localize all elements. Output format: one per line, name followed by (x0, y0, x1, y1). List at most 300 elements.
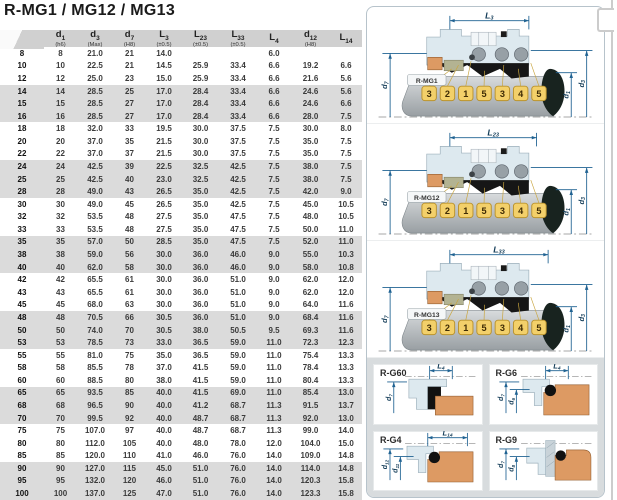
table-cell: 25 (56, 174, 65, 184)
table-cell: 65 (56, 388, 65, 398)
spring-window (471, 32, 496, 45)
table-cell: 30.0 (156, 250, 172, 260)
table-cell: 17.0 (156, 99, 172, 109)
table-cell: 10.5 (338, 212, 354, 222)
table-row (0, 286, 362, 299)
table-cell: 10.3 (338, 250, 354, 260)
svg-text:d7: d7 (380, 198, 391, 206)
table-cell: 13.3 (338, 350, 354, 360)
row-size: 100 (15, 489, 29, 499)
table-cell: 51.0 (192, 463, 209, 473)
table-cell: 85 (56, 451, 65, 461)
row-size: 55 (17, 350, 27, 360)
row-size: 43 (17, 287, 27, 297)
table-cell: 37 (125, 149, 134, 159)
table-cell: 76.0 (230, 463, 246, 473)
column-header-d3: $d_3$ (Max) (87, 29, 103, 49)
table-cell: 37.0 (87, 136, 103, 146)
part-number-tag (532, 86, 546, 100)
spring-window (471, 149, 496, 162)
table-cell: 17.0 (156, 111, 172, 121)
table-cell: 45 (56, 300, 65, 310)
table-cell: 85.5 (87, 363, 103, 373)
svg-text:L4: L4 (552, 364, 561, 372)
table-cell: 8 (58, 48, 63, 58)
table-cell: 13.7 (338, 400, 354, 410)
table-cell: 11.6 (338, 312, 354, 322)
table-cell: 21 (125, 48, 134, 58)
table-cell: 78.5 (87, 338, 103, 348)
table-cell: 36.0 (192, 262, 209, 272)
table-cell: 5.6 (340, 73, 352, 83)
table-cell: 90 (125, 400, 134, 410)
table-cell: 137.0 (84, 489, 106, 499)
table-cell: 13.3 (338, 375, 354, 385)
row-size: 90 (17, 463, 27, 473)
table-row (0, 424, 362, 437)
table-cell: 28.4 (192, 111, 209, 121)
row-size: 33 (17, 224, 27, 234)
part-number-tag (513, 320, 527, 334)
table-cell: 52.0 (302, 237, 319, 247)
table-cell: 80 (56, 438, 65, 448)
svg-text:d1: d1 (561, 325, 572, 333)
table-cell: 45 (125, 199, 134, 209)
table-cell: 45.0 (156, 463, 172, 473)
table-cell: 20 (56, 136, 65, 146)
table-cell: 21.5 (156, 136, 172, 146)
table-cell: 99.5 (87, 413, 103, 423)
table-cell: 42.5 (87, 161, 103, 171)
row-size: 8 (19, 48, 25, 58)
table-cell: 33.4 (230, 73, 246, 83)
table-row (0, 47, 362, 60)
table-cell: 13.0 (338, 413, 354, 423)
table-cell: 14.5 (156, 61, 172, 71)
row-size: 35 (17, 237, 27, 247)
seat-card-R-G60 (373, 364, 483, 425)
table-cell: 22 (56, 149, 65, 159)
o-ring (555, 450, 565, 460)
diagram-label (407, 309, 446, 320)
seat-ring (428, 291, 442, 304)
table-cell: 12.3 (338, 338, 354, 348)
table-row (0, 97, 362, 110)
table-header (0, 30, 362, 47)
row-size: 68 (17, 400, 27, 410)
table-cell: 11.6 (338, 325, 354, 335)
table-row (0, 248, 362, 261)
part-number-tag (422, 203, 436, 217)
table-row (0, 324, 362, 337)
part-number-tag (440, 320, 454, 334)
table-cell: 6.6 (268, 61, 280, 71)
row-size: 85 (17, 451, 27, 461)
table-cell: 40.0 (156, 426, 172, 436)
table-cell: 41.5 (192, 388, 209, 398)
table-row (0, 185, 362, 198)
gland (526, 448, 545, 474)
table-row (0, 60, 362, 73)
table-cell: 14.0 (266, 489, 282, 499)
table-cell: 14.0 (266, 476, 282, 486)
table-cell: 59.0 (230, 338, 246, 348)
table-cell: 16 (56, 111, 65, 121)
table-row (0, 311, 362, 324)
table-cell: 9.0 (268, 275, 280, 285)
table-row (0, 261, 362, 274)
table-row (0, 122, 362, 135)
seat-name: R-G6 (495, 368, 518, 378)
table-cell: 11.0 (266, 338, 282, 348)
table-cell: 50.5 (230, 325, 246, 335)
svg-text:d7: d7 (380, 315, 391, 323)
part-number-tag (459, 203, 473, 217)
table-cell: 19.2 (302, 61, 319, 71)
table-cell: 68.7 (230, 426, 246, 436)
row-size: 70 (17, 413, 27, 423)
table-cell: 114.0 (300, 463, 321, 473)
table-cell: 12.0 (338, 287, 354, 297)
part-number-tag (440, 86, 454, 100)
table-cell: 115 (123, 463, 136, 473)
table-cell: 104.0 (300, 438, 321, 448)
table-cell: 18 (56, 124, 65, 134)
row-size: 80 (17, 438, 27, 448)
table-cell: 14.0 (156, 48, 172, 58)
seat-grid (367, 358, 604, 497)
table-cell: 35.0 (302, 136, 319, 146)
table-cell: 40 (56, 262, 65, 272)
diagram-label (407, 75, 446, 86)
table-cell: 50 (56, 325, 65, 335)
row-size: 10 (17, 61, 27, 71)
svg-text:L3: L3 (485, 10, 494, 22)
row-size: 50 (17, 325, 27, 335)
page-title: R-MG1 / MG12 / MG13 (4, 2, 176, 19)
table-row (0, 135, 362, 148)
table-cell: 42.5 (230, 161, 246, 171)
diagram-label (407, 192, 446, 203)
table-cell: 30.0 (156, 275, 172, 285)
table-cell: 13.0 (338, 388, 354, 398)
table-cell: 33.0 (156, 338, 172, 348)
seat-card-R-G6 (489, 364, 599, 425)
sleeve-hatched (545, 440, 554, 476)
table-row (0, 374, 362, 387)
row-size: 16 (17, 111, 27, 121)
part-number-tag (532, 320, 546, 334)
table-cell: 69.3 (302, 325, 319, 335)
table-row (0, 475, 362, 488)
part-number-tag (495, 86, 509, 100)
part-number-tag (495, 320, 509, 334)
table-cell: 43 (125, 187, 134, 197)
table-cell: 93.5 (87, 388, 103, 398)
svg-text:5: 5 (536, 322, 542, 333)
table-cell: 11.0 (338, 224, 354, 234)
table-cell: 32.0 (87, 124, 103, 134)
table-cell: 11.0 (266, 350, 282, 360)
row-size: 45 (17, 300, 27, 310)
table-cell: 24.6 (302, 99, 319, 109)
table-cell: 25.9 (192, 61, 209, 71)
seat-card-R-G9 (489, 431, 599, 492)
table-cell: 35.0 (192, 224, 209, 234)
svg-text:d11: $d_{11}$ (392, 463, 400, 473)
row-size: 20 (17, 136, 27, 146)
table-cell: 21.6 (302, 73, 319, 83)
svg-text:d3: d3 (576, 314, 588, 322)
table-cell: 47.0 (156, 489, 172, 499)
table-cell: 9.5 (268, 325, 280, 335)
table-cell: 97 (125, 426, 134, 436)
table-row (0, 198, 362, 211)
table-cell: 51.0 (230, 275, 246, 285)
svg-text:d12: $d_{12}$ (382, 459, 390, 469)
table-cell: 27 (125, 111, 134, 121)
table-cell: 68.7 (230, 413, 246, 423)
table-cell: 132.0 (84, 476, 106, 486)
table-cell: 14.8 (338, 463, 354, 473)
table-cell: 50.0 (302, 224, 319, 234)
row-size: 95 (17, 476, 27, 486)
table-cell: 107.0 (84, 426, 106, 436)
table-cell: 5.6 (340, 86, 352, 96)
table-cell: 7.5 (268, 149, 280, 159)
table-cell: 7.5 (268, 224, 280, 234)
table-cell: 55 (56, 350, 65, 360)
table-cell: 58.0 (302, 262, 319, 272)
table-cell: 15.8 (338, 489, 354, 499)
diagram-panel (362, 0, 617, 500)
table-cell: 36.0 (192, 250, 209, 260)
table-cell: 30.0 (156, 262, 172, 272)
part-number-tag (440, 203, 454, 217)
table-cell: 30 (56, 199, 65, 209)
table-cell: 38.0 (192, 325, 209, 335)
table-cell: 36.0 (192, 300, 209, 310)
svg-text:4: 4 (518, 322, 524, 333)
table-cell: 76.0 (230, 451, 246, 461)
table-cell: 6.6 (268, 99, 280, 109)
table-body (0, 47, 362, 500)
table-cell: 19.5 (156, 124, 172, 134)
table-cell: 51.0 (230, 300, 246, 310)
table-cell: 112.0 (85, 438, 105, 448)
table-cell: 11.3 (266, 413, 282, 423)
table-cell: 76.0 (230, 476, 246, 486)
table-cell: 17.0 (156, 86, 172, 96)
table-row (0, 462, 362, 475)
table-cell: 91.5 (302, 400, 319, 410)
table-cell: 15.8 (338, 476, 354, 486)
table-cell: 26.5 (156, 187, 172, 197)
svg-text:L33: L33 (493, 244, 505, 256)
table-row (0, 85, 362, 98)
table-cell: 75 (56, 426, 65, 436)
table-cell: 7.5 (340, 136, 352, 146)
seat-name: R-G4 (380, 434, 402, 445)
table-cell: 36.5 (192, 338, 209, 348)
table-cell: 39 (125, 161, 134, 171)
table-cell: 33 (56, 224, 65, 234)
table-cell: 24 (56, 161, 65, 171)
table-cell: 13.3 (338, 363, 354, 373)
table-cell: 12.0 (338, 275, 354, 285)
table-cell: 7.5 (268, 237, 280, 247)
table-row (0, 349, 362, 362)
table-cell: 58 (56, 363, 65, 373)
row-size: 24 (17, 161, 27, 171)
table-row (0, 273, 362, 286)
table-cell: 38.0 (156, 375, 172, 385)
table-cell: 59.0 (230, 350, 246, 360)
table-cell: 14.8 (338, 451, 354, 461)
table-cell: 7.5 (340, 111, 352, 121)
table-cell: 68.7 (230, 400, 246, 410)
table-cell: 7.5 (268, 124, 280, 134)
table-cell: 41.5 (192, 375, 209, 385)
table-cell: 51.0 (230, 312, 246, 322)
table-cell: 11.0 (266, 375, 282, 385)
table-cell: 22.5 (87, 61, 103, 71)
seat-name: R-G9 (495, 434, 518, 445)
table-cell: 41.5 (192, 363, 209, 373)
table-cell: 37.0 (87, 149, 103, 159)
table-cell: 8.0 (340, 124, 352, 134)
table-cell: 68.0 (87, 300, 103, 310)
table-cell: 40.0 (156, 400, 172, 410)
seat-card-R-G4 (373, 431, 483, 492)
table-cell: 127.0 (84, 463, 106, 473)
table-cell: 64.0 (302, 300, 319, 310)
table-cell: 70 (125, 325, 134, 335)
table-cell: 30.0 (156, 300, 172, 310)
table-cell: 56 (125, 250, 134, 260)
diagram-frame (366, 6, 605, 498)
table-cell: 6.6 (340, 61, 352, 71)
table-cell: 45.0 (302, 199, 319, 209)
row-size: 42 (17, 275, 27, 285)
table-cell: 14.0 (266, 451, 282, 461)
table-cell: 28 (56, 187, 65, 197)
table-cell: 15.0 (338, 438, 354, 448)
table-cell: 28.0 (302, 111, 319, 121)
seal-diagram-section (367, 241, 604, 358)
part-number-tag (422, 86, 436, 100)
table-cell: 6.0 (268, 48, 280, 58)
table-cell: 21 (125, 61, 134, 71)
table-cell: 109.0 (300, 451, 321, 461)
table-cell: 36.5 (192, 350, 209, 360)
table-cell: 25 (125, 86, 134, 96)
table-cell: 21.5 (156, 149, 172, 159)
table-cell: 7.5 (268, 174, 280, 184)
table-cell: 123.3 (300, 489, 321, 499)
table-cell: 35.0 (302, 149, 319, 159)
table-cell: 48.7 (192, 413, 209, 423)
table-cell: 9.0 (268, 300, 280, 310)
table-cell: 46.0 (230, 262, 246, 272)
part-number-tag (513, 86, 527, 100)
table-cell: 120.3 (300, 476, 321, 486)
row-size: 58 (17, 363, 27, 373)
svg-text:2: 2 (444, 88, 450, 99)
table-cell: 38.0 (302, 161, 319, 171)
table-cell: 7.5 (268, 161, 280, 171)
table-cell: 62.0 (302, 275, 319, 285)
seal-diagram-R-MG1 (367, 7, 604, 123)
svg-text:5: 5 (481, 205, 487, 216)
table-cell: 90 (56, 463, 65, 473)
table-cell: 32.5 (192, 174, 209, 184)
seal-diagram-R-MG13 (367, 241, 604, 357)
seat-ring (428, 174, 442, 187)
table-cell: 7.5 (340, 149, 352, 159)
table-cell: 40.0 (156, 413, 172, 423)
table-cell: 92 (125, 413, 134, 423)
svg-text:d7: $d_7$ (497, 394, 506, 401)
table-cell: 37.5 (230, 124, 246, 134)
table-cell: 125 (122, 489, 137, 499)
spring-window (471, 266, 496, 279)
row-size: 30 (17, 199, 27, 209)
table-cell: 7.5 (340, 174, 352, 184)
table-cell: 12 (56, 73, 65, 83)
table-cell: 85 (125, 388, 134, 398)
table-cell: 7.5 (340, 161, 352, 171)
springs (469, 282, 528, 295)
table-cell: 100 (53, 489, 68, 499)
table-cell: 49.0 (87, 199, 103, 209)
svg-text:4: 4 (518, 88, 524, 99)
table-cell: 48 (56, 312, 65, 322)
part-number-tag (459, 86, 473, 100)
face-ring (444, 294, 463, 305)
table-cell: 78.4 (302, 363, 319, 373)
table-cell: 75.4 (302, 350, 319, 360)
table-cell: 47.5 (230, 224, 246, 234)
table-cell: 42.5 (230, 187, 246, 197)
table-cell: 96.5 (87, 400, 103, 410)
table-cell: 61 (125, 275, 134, 285)
table-cell: 28.5 (87, 99, 103, 109)
table-cell: 40 (125, 174, 134, 184)
table-row (0, 399, 362, 412)
page-edge-notch (597, 8, 614, 32)
row-size: 65 (17, 388, 27, 398)
svg-text:3: 3 (499, 322, 505, 333)
table-cell: 38.0 (302, 174, 319, 184)
table-row (0, 148, 362, 161)
table-cell: 69.0 (230, 388, 246, 398)
table-cell: 48.7 (192, 426, 209, 436)
table-cell: 14.0 (338, 426, 354, 436)
table-cell: 61 (125, 287, 134, 297)
table-row (0, 450, 362, 463)
row-size: 22 (17, 149, 27, 159)
table-cell: 35.0 (192, 187, 209, 197)
o-ring (544, 385, 555, 396)
part-number-tag (459, 320, 473, 334)
seat-name: R-G60 (380, 368, 407, 378)
table-cell: 30.0 (192, 149, 209, 159)
table-cell: 10.5 (338, 199, 354, 209)
table-cell: 43 (56, 287, 65, 297)
column-header-L4: $L_4$ (269, 31, 279, 45)
table-cell: 33.4 (230, 61, 246, 71)
